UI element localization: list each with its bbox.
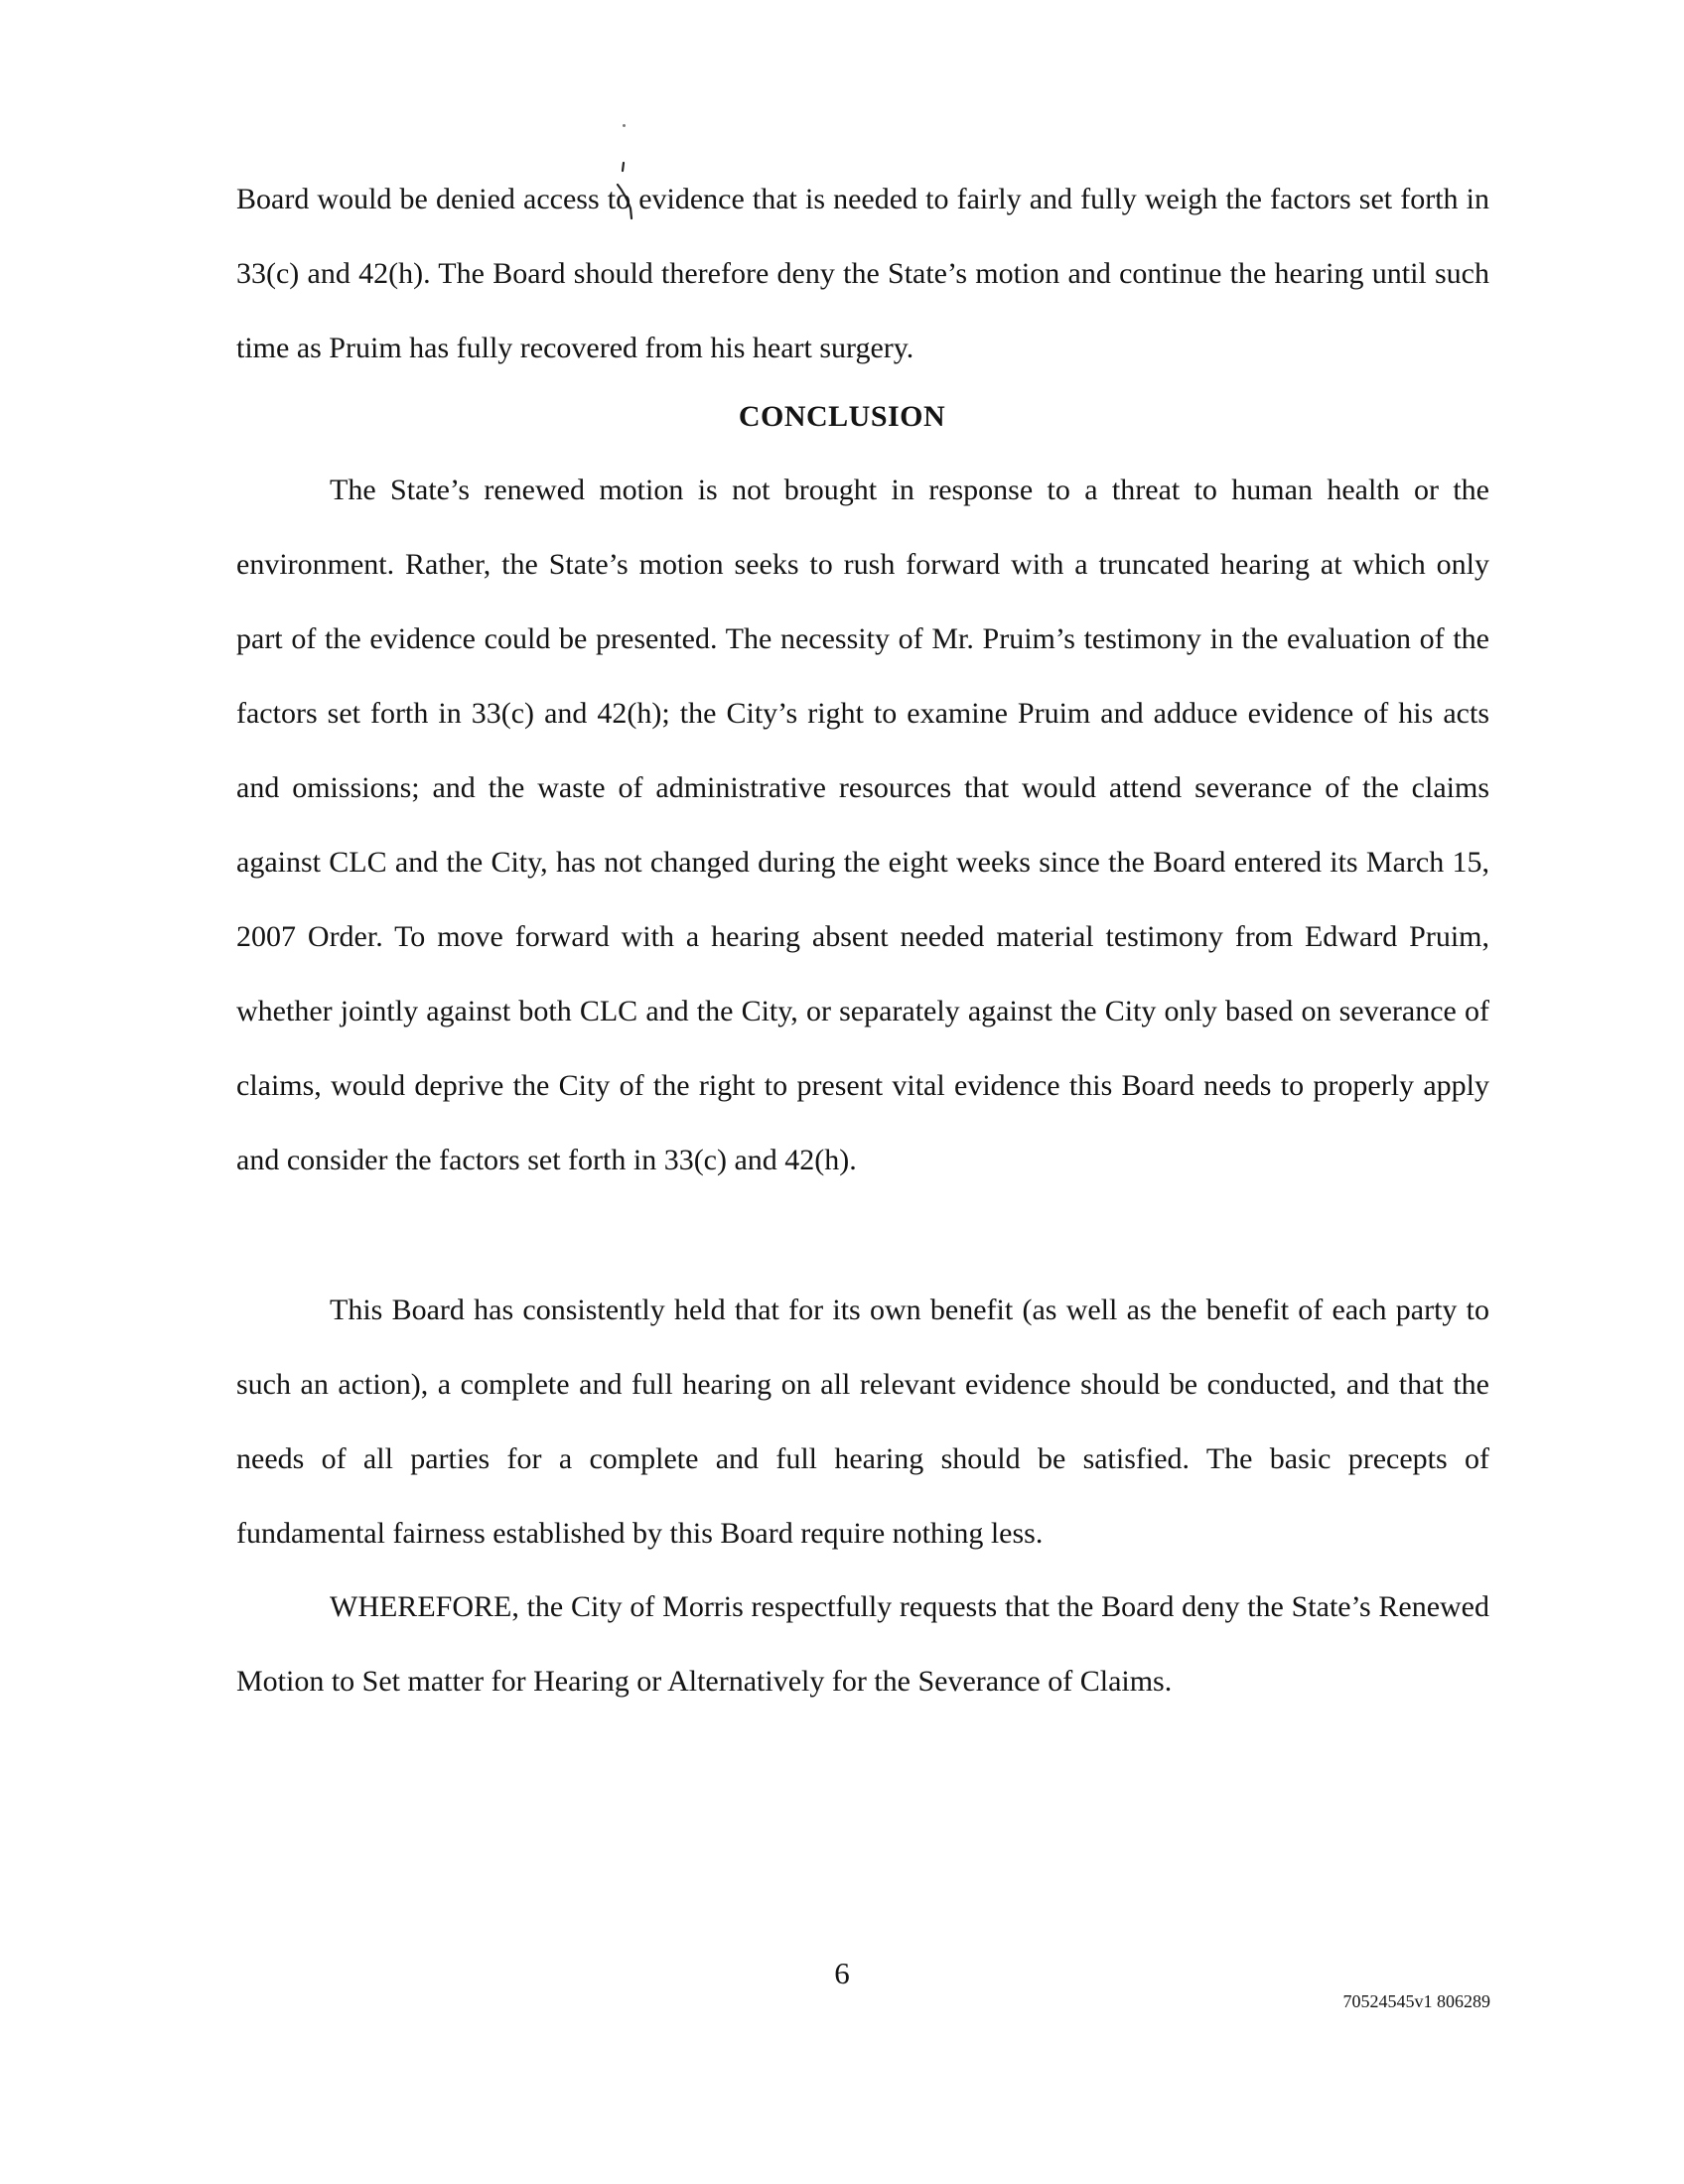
wherefore-paragraph: WHEREFORE, the City of Morris respectfully requests that the Board deny the State’s Renewed Motion to Set matter for Hearing or Alternatively for the Severance of Claims. xyxy=(236,1590,1489,1698)
continuation-paragraph: Board would be denied access to evidence that is needed to fairly and fully weigh the factors set forth in 33(c) and 42(h). The Board should therefore deny the State’s motion and continue the hearing until such time as Pruim has fully recovered from his heart surgery. xyxy=(236,183,1489,364)
document-id: 70524545v1 806289 xyxy=(1342,1991,1490,2011)
section-heading: CONCLUSION xyxy=(738,400,946,433)
fairness-paragraph: This Board has consistently held that for its own benefit (as well as the benefit of each party to such an action), a complete and full hearing on all relevant evidence should be conducted, and that the needs of all parties for a complete and full hearing should be satisfied. The basic precepts of fundamental fairness established by this Board require nothing less. xyxy=(236,1294,1489,1550)
conclusion-paragraph: The State’s renewed motion is not brought in response to a threat to human health or the environment. Rather, the State’s motion seeks to rush forward with a truncated hearing at which only part of the evidence could be presented. The necessity of Mr. Pruim’s testimony in the evaluation of the factors set forth in 33(c) and 42(h); the City’s right to examine Pruim and adduce evidence of his acts and omissions; and the waste of administrative resources that would attend severance of the claims against CLC and the City, has not changed during the eight weeks since the Board entered its March 15, 2007 Order. To move forward with a hearing absent needed material testimony from Edward Pruim, whether jointly against both CLC and the City, or separately against the City only based on severance of claims, would deprive the City of the right to present vital evidence this Board needs to properly apply and consider the factors set forth in 33(c) and 42(h). xyxy=(236,474,1489,1176)
scan-speck xyxy=(623,124,626,127)
page-number: 6 xyxy=(834,1956,850,1990)
